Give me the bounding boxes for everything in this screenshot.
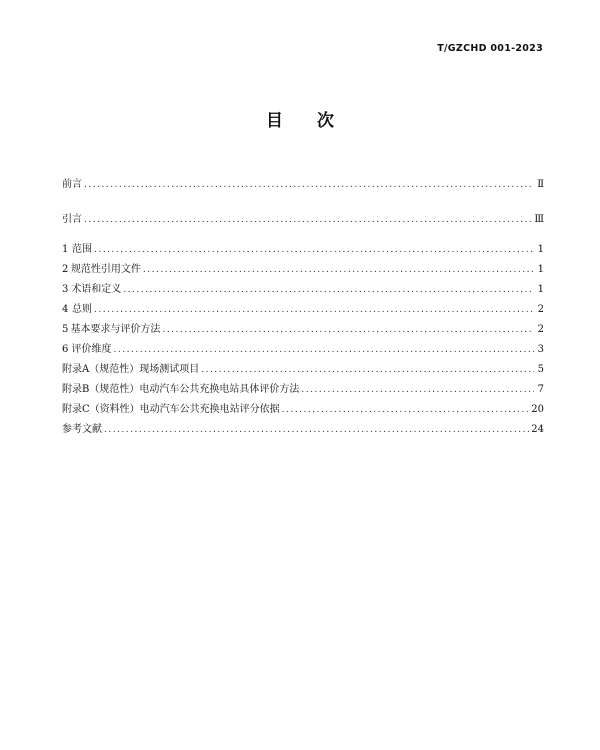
toc-entry-label: 前言 [62,179,82,190]
dot-leader [94,302,534,318]
dot-leader [84,177,534,193]
dot-leader [84,212,532,228]
toc-page-number: 20 [531,404,544,415]
toc-page-number: 5 [537,364,544,375]
toc-entry-label: 附录B（规范性）电动汽车公共充换电站具体评价方法 [62,384,300,395]
dot-leader [94,242,534,258]
toc-entry-label: 范围 [71,244,92,255]
toc-entry-evaluation-dimensions[interactable] [62,342,544,358]
toc-entry-label: 参考文献 [62,424,102,435]
toc-entry-label: 评价维度 [71,344,112,355]
toc-page-number: 1 [537,264,544,275]
toc-page-number: 2 [537,304,544,315]
toc-page-number: 1 [537,244,544,255]
toc-entry-basic-requirements[interactable] [62,322,544,338]
toc-entry-appendix-c[interactable] [62,402,544,418]
toc-entry-normative-references[interactable] [62,262,544,278]
dot-leader [282,402,530,418]
toc-entry-general[interactable] [62,302,544,318]
toc-page-number: 24 [531,424,544,435]
toc-entry-label: 附录C（资料性）电动汽车公共充换电站评分依据 [62,404,280,415]
standard-code: T/GZCHD 001-2023 [437,43,543,54]
toc-page-number: 2 [537,324,544,335]
toc-entry-appendix-b[interactable] [62,382,544,398]
dot-leader [114,342,534,358]
toc-entry-introduction[interactable] [62,212,544,228]
toc-entry-label: 附录A（规范性）现场测试项目 [62,364,200,375]
toc-entry-label: 规范性引用文件 [70,264,141,275]
toc-section-number: 2 [62,264,69,275]
toc-entry-foreword[interactable] [62,177,544,193]
toc-section-number: 3 [62,284,69,295]
toc-entry-terms-definitions[interactable] [62,282,544,298]
toc-page-number: 3 [537,344,544,355]
dot-leader [123,282,534,298]
dot-leader [143,262,534,278]
toc-entry-bibliography[interactable] [62,422,544,438]
toc-page-number: 1 [537,284,544,295]
toc-entry-scope[interactable] [62,242,544,258]
toc-entry-appendix-a[interactable] [62,362,544,378]
toc-page-number: Ⅲ [534,214,544,225]
dot-leader [301,382,534,398]
dot-leader [162,322,534,338]
toc-entry-label: 总则 [71,304,92,315]
toc-entry-label: 术语和定义 [71,284,122,295]
toc-page-number: Ⅱ [537,179,544,190]
toc-page-number: 7 [537,384,544,395]
page-title: 目 次 [266,111,348,131]
toc-section-number: 1 [62,244,69,255]
toc-section-number: 4 [62,304,69,315]
toc-section-number: 6 [62,344,69,355]
dot-leader [104,422,529,438]
toc-section-number: 5 [62,324,69,335]
dot-leader [201,362,534,378]
toc-entry-label: 基本要求与评价方法 [70,324,161,335]
toc-entry-label: 引言 [62,214,82,225]
